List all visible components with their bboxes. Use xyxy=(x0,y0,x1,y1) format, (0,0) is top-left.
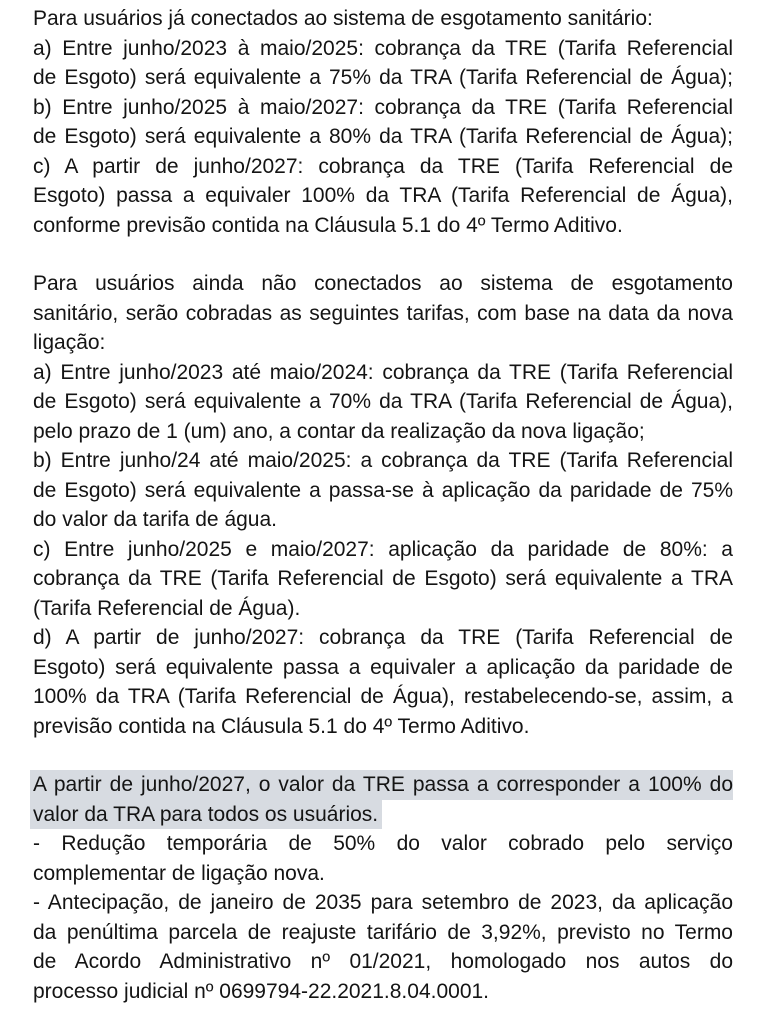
text-line: ligação: xyxy=(33,331,106,354)
text-line: 100% da TRA (Tarifa Referencial de Água), restabelecendo-se, assim, a xyxy=(33,685,733,708)
text-line: conforme previsão contida na Cláusula 5.1 do 4º Termo Aditivo. xyxy=(33,213,623,237)
text-line: (Tarifa Referencial de Água). xyxy=(33,596,301,620)
text-line: de Acordo Administrativo nº 01/2021, homologado nos autos do xyxy=(33,950,733,973)
text-line: Esgoto) será equivalente passa a equivaler a aplicação da paridade de xyxy=(33,655,733,679)
highlighted-text: A partir de junho/2027, o valor da TRE passa a corresponder a 100% do xyxy=(30,770,733,800)
text-line: b) Entre junho/2025 à maio/2027: cobrança da TRE (Tarifa Referencial xyxy=(33,95,733,119)
text-line: Para usuários ainda não conectados ao sistema de esgotamento xyxy=(33,272,733,295)
text-line: de Esgoto) será equivalente a 70% da TRA (Tarifa Referencial de Água), xyxy=(33,390,733,413)
text-line: a) Entre junho/2023 até maio/2024: cobrança da TRE (Tarifa Referencial xyxy=(33,360,733,384)
text-line: d) A partir de junho/2027: cobrança da TRE (Tarifa Referencial de xyxy=(33,626,733,649)
text-line: do valor da tarifa de água. xyxy=(33,508,278,531)
highlighted-text: valor da TRA para todos os usuários. xyxy=(30,800,382,830)
text-line: de Esgoto) será equivalente a 75% da TRA (Tarifa Referencial de Água); xyxy=(33,66,733,89)
section-all-users xyxy=(33,770,733,1006)
text-line: pelo prazo de 1 (um) ano, a contar da realização da nova ligação; xyxy=(33,419,645,443)
text-line: Esgoto) passa a equivaler 100% da TRA (Tarifa Referencial de Água), xyxy=(33,184,733,207)
text-line: complementar de ligação nova. xyxy=(33,861,325,885)
text-line: c) A partir de junho/2027: cobrança da TRE (Tarifa Referencial de xyxy=(33,154,733,178)
text-line: sanitário, serão cobradas as seguintes tarifas, com base na data da nova xyxy=(33,301,733,325)
highlighted-line-1 xyxy=(33,770,733,800)
text-line: - Redução temporária de 50% do valor cobrado pelo serviço xyxy=(33,832,733,855)
text-line: c) Entre junho/2025 e maio/2027: aplicação da paridade de 80%: a xyxy=(33,537,733,561)
text-line: a) Entre junho/2023 à maio/2025: cobrança da TRE (Tarifa Referencial xyxy=(33,36,733,60)
text-line: previsão contida na Cláusula 5.1 do 4º Termo Aditivo. xyxy=(33,714,530,738)
document-body xyxy=(33,4,733,1035)
section-new-connections xyxy=(33,269,733,741)
text-line: - Antecipação, de janeiro de 2035 para setembro de 2023, da aplicação xyxy=(33,891,733,914)
text-line: processo judicial nº 0699794-22.2021.8.04.0001. xyxy=(33,979,490,1003)
text-line: de Esgoto) será equivalente a 80% da TRA (Tarifa Referencial de Água); xyxy=(33,125,733,148)
text-line: Para usuários já conectados ao sistema de esgotamento sanitário: xyxy=(33,7,653,30)
text-line: de Esgoto) será equivalente a passa-se à aplicação da paridade de 75% xyxy=(33,478,733,502)
highlighted-line-2 xyxy=(33,800,733,830)
text-line: b) Entre junho/24 até maio/2025: a cobrança da TRE (Tarifa Referencial xyxy=(33,449,733,472)
text-line: cobrança da TRE (Tarifa Referencial de Esgoto) será equivalente a TRA xyxy=(33,567,733,590)
text-line: da penúltima parcela de reajuste tarifário de 3,92%, previsto no Termo xyxy=(33,920,733,944)
section-connected-users xyxy=(33,4,733,240)
